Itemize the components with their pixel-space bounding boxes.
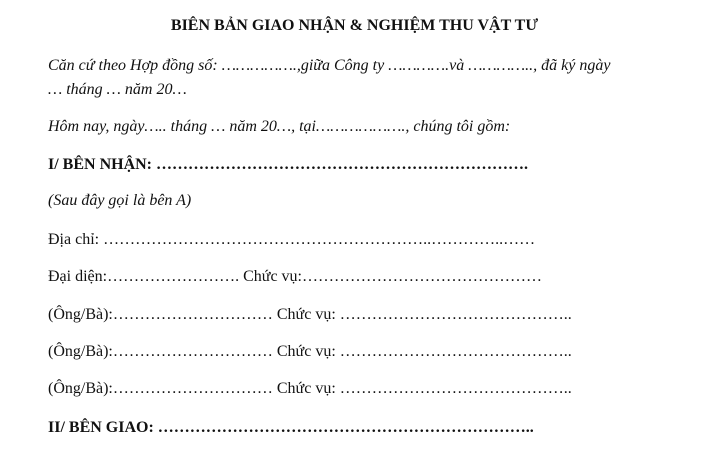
contract-basis-line-2: … tháng … năm 20… — [48, 81, 187, 98]
deliverer-heading: II/ BÊN GIAO: …………………………………………………………….. — [48, 419, 534, 436]
receiver-person-2: (Ông/Bà):………………………… Chức vụ: …………………………………….. — [48, 343, 572, 360]
meeting-date-line: Hôm nay, ngày….. tháng … năm 20…, tại………………., chúng tôi gồm: — [48, 118, 511, 135]
receiver-note: (Sau đây gọi là bên A) — [48, 192, 192, 209]
receiver-person-1: (Ông/Bà):………………………… Chức vụ: …………………………………….. — [48, 306, 572, 323]
receiver-address: Địa chỉ: ……………………………………………………..…………..…… — [48, 231, 536, 248]
contract-basis-line-1: Căn cứ theo Hợp đồng số: …………….,giữa Công ty ………….và ………….., đã ký ngày — [48, 57, 611, 74]
receiver-representative: Đại diện:……………………. Chức vụ:……………………………………… — [48, 268, 542, 285]
document-title: BIÊN BẢN GIAO NHẬN & NGHIỆM THU VẬT TƯ — [170, 17, 539, 34]
receiver-heading: I/ BÊN NHẬN: ……………………………………………………………. — [48, 156, 529, 173]
receiver-person-3: (Ông/Bà):………………………… Chức vụ: …………………………………….. — [48, 380, 572, 397]
